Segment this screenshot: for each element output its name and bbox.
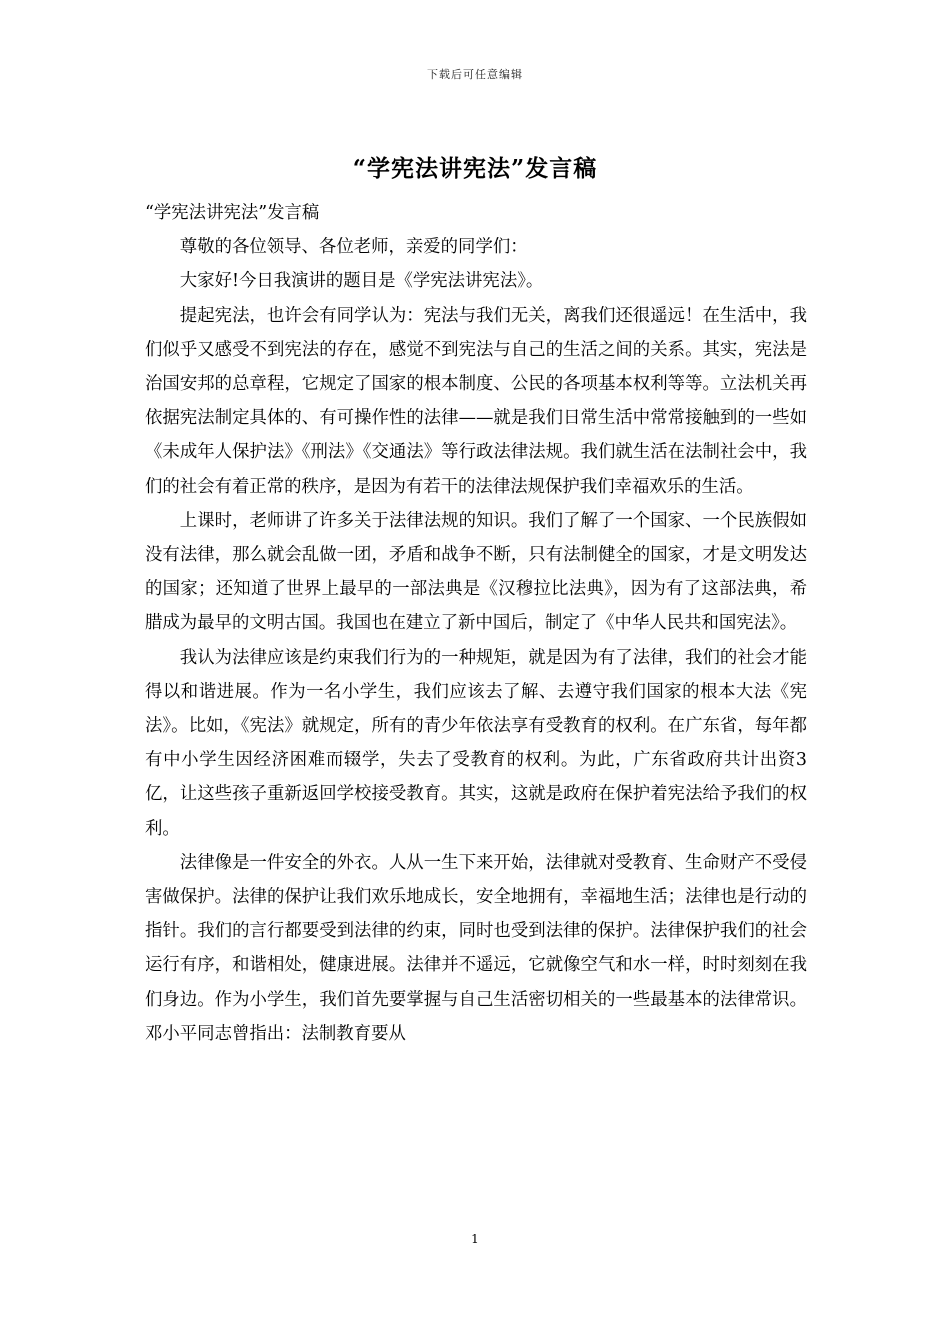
page-number: 1 bbox=[471, 1232, 479, 1246]
paragraph-greeting: 大家好!今日我演讲的题目是《学宪法讲宪法》。 bbox=[179, 271, 544, 292]
paragraph-law-as-rules: 我认为法律应该是约束我们行为的一种规矩，就是因为有了法律，我们的社会才能得以和谐进展。作为一名小学生，我们应该去了解、去遵守我们国家的根本大法《宪法》。比如，《宪法》就规定，所有的青少年依法享有受教育的权利。在广东省，每年都有中小学生因经济困难而辍学，失去了受教育的权利。为此，广东省政府共计出资3亿，让这些孩子重新返回学校接受教育。其实，这就是政府在保护着宪法给予我们的权利。 bbox=[145, 647, 807, 839]
document-subtitle: “学宪法讲宪法”发言稿 bbox=[145, 203, 320, 223]
document-title: “学宪法讲宪法”发言稿 bbox=[352, 155, 598, 182]
paragraph-law-protection: 法律像是一件安全的外衣。人从一生下来开始，法律就对受教育、生命财产不受侵害做保护。法律的保护让我们欢乐地成长，安全地拥有，幸福地生活；法律也是行动的指针。我们的言行都要受到法律的约束，同时也受到法律的保护。法律保护我们的社会运行有序，和谐相处，健康进展。法律并不遥远，它就像空气和水一样，时时刻刻在我们身边。作为小学生，我们首先要掌握与自己生活密切相关的一些最基本的法律常识。邓小平同志曾指出：法制教育要从 bbox=[145, 852, 807, 1044]
paragraph-constitution-intro: 提起宪法，也许会有同学认为：宪法与我们无关，离我们还很遥远！在生活中，我们似乎又感受不到宪法的存在，感觉不到宪法与自己的生活之间的关系。其实，宪法是治国安邦的总章程，它规定了国家的根本制度、公民的各项基本权利等等。立法机关再依据宪法制定具体的、有可操作性的法律——就是我们日常生活中常常接触到的一些如《未成年人保护法》《刑法》《交通法》等行政法律法规。我们就生活在法制社会中，我们的社会有着正常的秩序，是因为有若干的法律法规保护我们幸福欢乐的生活。 bbox=[145, 305, 807, 497]
header-note: 下载后可任意编辑 bbox=[427, 68, 523, 81]
paragraph-salutation: 尊敬的各位领导、各位老师，亲爱的同学们： bbox=[179, 237, 528, 258]
document-body bbox=[145, 196, 807, 1051]
paragraph-class-lesson: 上课时，老师讲了许多关于法律法规的知识。我们了解了一个国家、一个民族假如没有法律，那么就会乱做一团，矛盾和战争不断，只有法制健全的国家，才是文明发达的国家；还知道了世界上最早的一部法典是《汉穆拉比法典》，因为有了这部法典，希腊成为最早的文明古国。我国也在建立了新中国后，制定了《中华人民共和国宪法》。 bbox=[145, 510, 807, 634]
